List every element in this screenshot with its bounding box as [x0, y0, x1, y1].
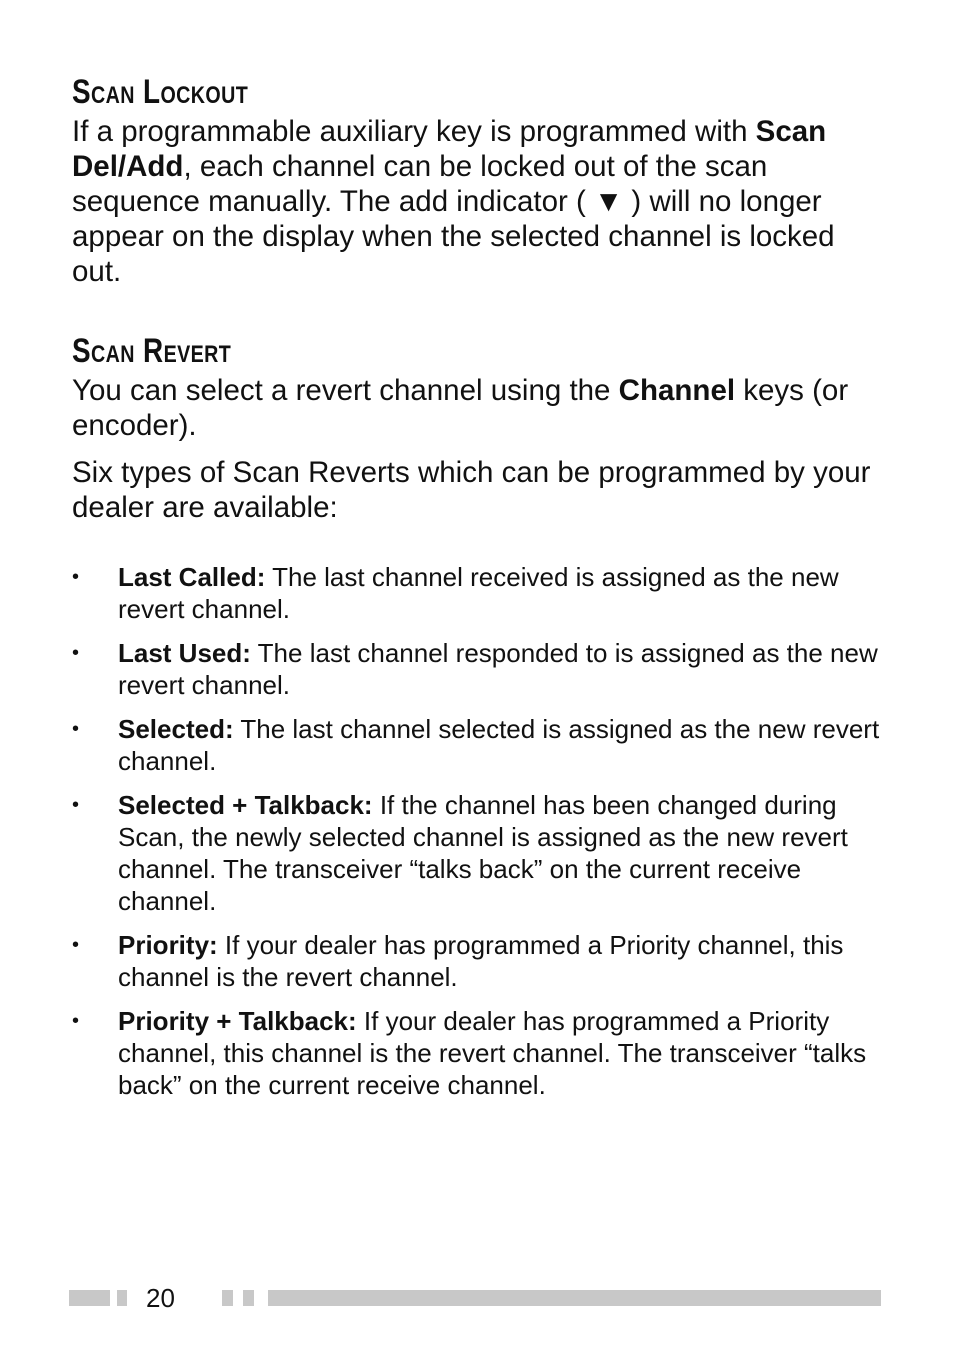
list-item-priority-talkback: [72, 1005, 882, 1101]
bullet-icon: •: [72, 934, 80, 956]
list-item-description: If the channel has been changed during Scan, the newly selected channel is assigned as the new revert channel. The transceiver “talks back” on the current receive channel.: [118, 790, 848, 916]
list-item-priority: [72, 929, 882, 993]
bullet-icon: •: [72, 642, 80, 664]
text-run: ) will no longer appear on the display when the selected channel is locked out.: [72, 185, 835, 288]
page-footer: [0, 1280, 954, 1316]
list-item-description: The last channel responded to is assigned as the new revert channel.: [118, 638, 878, 700]
add-indicator-triangle-icon: ▼: [594, 185, 624, 218]
list-item-last-used: [72, 637, 882, 701]
footer-bar-right: [268, 1290, 881, 1306]
bullet-icon: •: [72, 794, 80, 816]
footer-bar-left-small: [117, 1290, 127, 1306]
bullet-icon: •: [72, 1010, 80, 1032]
scan-revert-paragraph-2: Six types of Scan Reverts which can be programmed by your dealer are available:: [72, 456, 871, 524]
revert-types-list: [72, 561, 882, 1101]
text-run: If a programmable auxiliary key is programmed with: [72, 115, 756, 148]
list-item-term: Priority:: [118, 930, 218, 960]
list-item-description: If your dealer has programmed a Priority channel, this channel is the revert channel. The transceiver “talks back” on the current receive channel.: [118, 1006, 867, 1100]
list-item-description: If your dealer has programmed a Priority channel, this channel is the revert channel.: [118, 930, 844, 992]
scan-revert-paragraph-1: [72, 373, 882, 443]
footer-bar-small-1: [222, 1290, 233, 1306]
list-item-term: Priority + Talkback:: [118, 1006, 357, 1036]
section-heading-scan-revert: Scan Revert: [72, 332, 232, 370]
list-item-selected: [72, 713, 882, 777]
list-item-term: Selected:: [118, 714, 234, 744]
list-item-term: Last Called:: [118, 562, 266, 592]
list-item-selected-talkback: [72, 789, 882, 917]
list-item-description: The last channel selected is assigned as the new revert channel.: [118, 714, 880, 776]
page-content: [72, 70, 882, 1113]
key-name-channel: Channel: [618, 374, 736, 407]
text-run: keys (or encoder).: [72, 374, 849, 442]
list-item-term: Last Used:: [118, 638, 251, 668]
text-run: , each channel can be locked out of the scan sequence manually. The add indicator (: [72, 150, 768, 218]
list-item-last-called: [72, 561, 882, 625]
section-heading-scan-lockout: Scan Lockout: [72, 73, 249, 111]
page-number: 20: [146, 1283, 175, 1313]
bullet-icon: •: [72, 566, 80, 588]
list-item-description: The last channel received is assigned as the new revert channel.: [118, 562, 839, 624]
key-name-scan-del-add: Scan Del/Add: [72, 115, 827, 183]
bullet-icon: •: [72, 718, 80, 740]
footer-bar-small-2: [243, 1290, 254, 1306]
text-run: You can select a revert channel using the: [72, 374, 619, 407]
footer-bar-left: [69, 1290, 110, 1306]
scan-lockout-paragraph: [72, 114, 882, 289]
list-item-term: Selected + Talkback:: [118, 790, 373, 820]
